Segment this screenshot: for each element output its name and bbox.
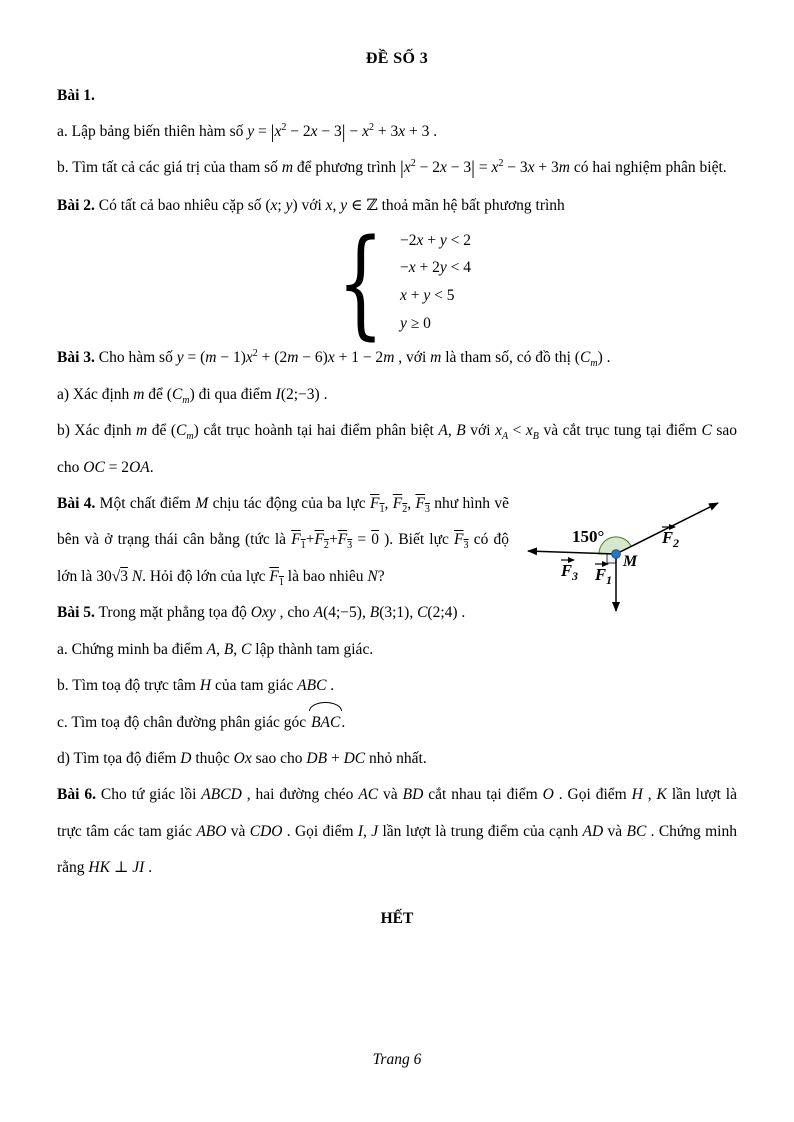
- system-brace: {: [337, 213, 384, 352]
- inequality-system: [57, 213, 737, 352]
- angle-label: 150°: [572, 526, 605, 546]
- document-title: ĐỀ SỐ 3: [365, 50, 429, 67]
- problem-3-part-b: b) Xác định m để $(C_m)$ cắt trục hoành tại hai điểm phân biệt A, B với $x_A < x_B$ và cắt trục tung tại điểm C sao cho OC = 2OA.: [57, 422, 737, 476]
- problem-3-intro: Bài 3. Cho hàm số $y = (m - 1)x^2 + (2m - 6)x + 1 - 2m$ , với m là tham số, có đồ thị $(C_m)$ .: [57, 348, 611, 370]
- problem-5-part-b: b. Tìm toạ độ trực tâm H của tam giác ABC .: [57, 677, 335, 695]
- problem-1-part-b: b. Tìm tất cả các giá trị của tham số m để phương trình $|x^2 - 2x - 3| = x^2 - 3x + 3m$ có hai nghiệm phân biệt.: [57, 158, 727, 180]
- page-footer: Trang 6: [372, 1050, 422, 1068]
- f1-label: $F_1$: [595, 564, 613, 587]
- force-diagram-svg: [519, 490, 737, 620]
- problem-5-part-a: a. Chứng minh ba điểm A, B, C lập thành tam giác.: [57, 640, 374, 658]
- inequality-line-2: −x + 2y < 4: [400, 259, 472, 277]
- point-m-label: M: [623, 552, 638, 570]
- inequality-line-3: x + y < 5: [400, 287, 455, 305]
- problem-1-part-a: a. Lập bảng biến thiên hàm số $y = |x^2 - 2x - 3| - x^2 + 3x + 3$ .: [57, 121, 438, 143]
- problem-5-part-c: c. Tìm toạ độ chân đường phân giác góc BAC.: [57, 705, 737, 741]
- problem-5-intro: Bài 5. Trong mặt phẳng tọa độ Oxy , cho A(4;−5), B(3;1), C(2;4) .: [57, 604, 466, 622]
- problem-4-section: [57, 486, 737, 595]
- problem-6-text: Bài 6. Cho tứ giác lồi ABCD , hai đường chéo AC và BD cắt nhau tại điểm O . Gọi điểm H , K lần lượt là trực tâm các tam giác ABO và CDO . Gọi điểm I, J lần lượt là trung điểm của cạnh AD và BC . Chứng minh rằng HK ⊥ JI .: [57, 786, 737, 877]
- end-mark: HẾT: [380, 909, 414, 927]
- force-diagram: [519, 490, 737, 620]
- problem-4-text: Bài 4. Một chất điểm M chịu tác động của ba lực $F_1$, $F_2$, $F_3$ như hình vẽ bên và ở trạng thái cân bằng (tức là $F_1+F_2+F_3 = 0$ ). Biết lực $F_3$ có độ lớn là 30√3 N. Hỏi độ lớn của lực $F_1$ là bao nhiêu N?: [57, 494, 510, 588]
- f3-label: $F_3$: [561, 560, 579, 583]
- f2-label: $F_2$: [662, 527, 680, 550]
- system-lines: [400, 227, 471, 339]
- problem-1-label: Bài 1.: [57, 86, 95, 104]
- inequality-line-4: y ≥ 0: [400, 315, 431, 333]
- inequality-line-1: −2x + y < 2: [400, 231, 472, 249]
- problem-5-part-d: d) Tìm tọa độ điểm D thuộc Ox sao cho DB + DC nhỏ nhất.: [57, 749, 427, 767]
- problem-2-intro: Bài 2. Có tất cả bao nhiêu cặp số (x; y) với x, y ∈ ℤ thoả mãn hệ bất phương trình: [57, 195, 565, 214]
- problem-3-part-a: a) Xác định m để $(C_m)$ đi qua điểm I(2;−3) .: [57, 385, 328, 406]
- point-m-dot: [612, 550, 621, 559]
